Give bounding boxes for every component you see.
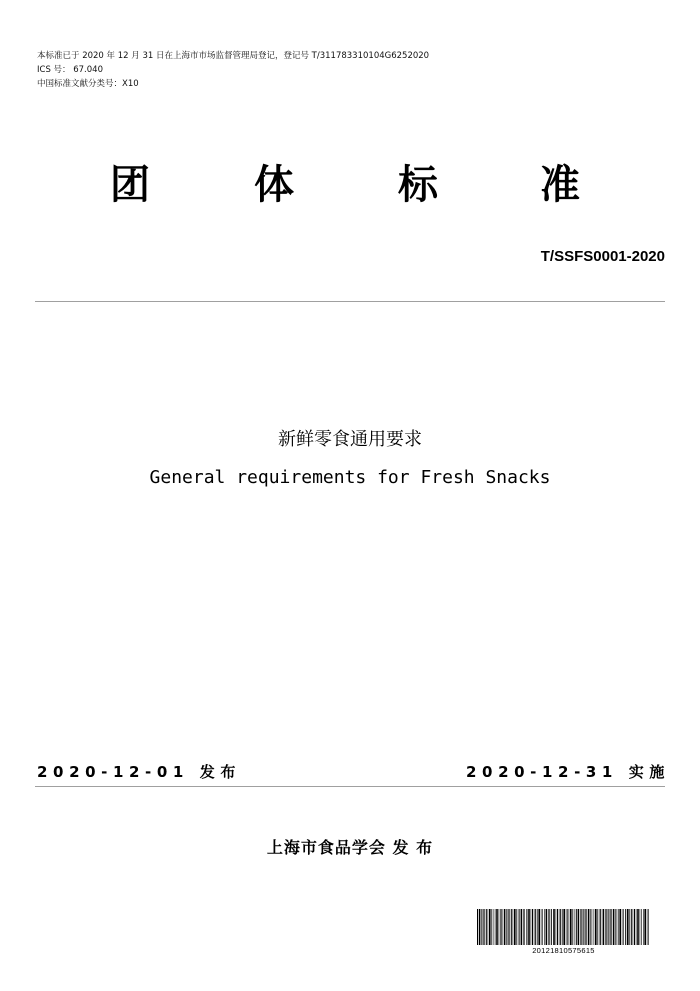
title-chinese: 新鲜零食通用要求	[278, 429, 422, 450]
barcode-bar	[549, 909, 550, 945]
barcode-bar	[531, 909, 532, 945]
barcode-bar	[559, 909, 560, 945]
header-divider	[35, 301, 665, 302]
barcode-bar	[556, 909, 557, 945]
barcode-bar	[489, 909, 491, 945]
barcode-bar	[508, 909, 509, 945]
barcode-bar	[636, 909, 637, 945]
barcode-bar	[627, 909, 629, 945]
barcode-bar	[514, 909, 516, 945]
barcode-bar	[504, 909, 506, 945]
barcode-bar	[524, 909, 525, 945]
barcode-bar	[542, 909, 543, 945]
barcode-bar	[538, 909, 540, 945]
barcode-bar	[569, 909, 570, 945]
publisher: 上海市食品学会 发 布	[266, 838, 434, 857]
barcode-bar	[479, 909, 481, 945]
barcode-bar	[592, 909, 593, 945]
barcode-bar	[605, 909, 606, 945]
barcode-bar	[546, 909, 548, 945]
barcode-bar	[647, 909, 648, 945]
barcode-bar	[484, 909, 485, 945]
barcode-bar	[566, 909, 567, 945]
barcode-bar	[572, 909, 573, 945]
barcode-bar	[606, 909, 607, 945]
barcode-bar	[594, 909, 595, 945]
barcode-bar	[562, 909, 563, 945]
barcode-bar	[534, 909, 535, 945]
barcode-number: 20121810575615	[532, 946, 595, 955]
title-char-3: 标	[398, 162, 438, 208]
barcode-bar	[641, 909, 642, 945]
barcode-bar	[600, 909, 601, 945]
barcode-bar	[617, 909, 618, 945]
barcode-bar	[608, 909, 609, 945]
barcode-bar	[509, 909, 510, 945]
barcode-bar	[623, 909, 624, 945]
barcode-bar	[535, 909, 536, 945]
footer-divider	[35, 786, 665, 787]
barcode-bar	[576, 909, 577, 945]
barcode-bar	[603, 909, 605, 945]
barcode-bar	[599, 909, 600, 945]
barcode-bar	[506, 909, 507, 945]
barcode-bar	[513, 909, 514, 945]
barcode-bar	[521, 909, 523, 945]
barcode-bar	[631, 909, 632, 945]
barcode-bar	[541, 909, 542, 945]
barcode-bar	[595, 909, 597, 945]
barcode-bar	[615, 909, 616, 945]
barcode-bar	[560, 909, 561, 945]
barcode-bar	[491, 909, 492, 945]
barcode-bar	[613, 909, 615, 945]
standard-number: T/SSFS0001-2020	[540, 248, 665, 265]
barcode-bar	[574, 909, 575, 945]
barcode-bar	[590, 909, 591, 945]
barcode-bar	[477, 909, 478, 945]
barcode-bar	[526, 909, 527, 945]
barcode-bar	[586, 909, 587, 945]
barcode-bar	[500, 909, 501, 945]
title-char-1: 团	[110, 162, 150, 208]
barcode-bar	[553, 909, 555, 945]
barcode-bar	[493, 909, 494, 945]
barcode-bar	[648, 909, 649, 945]
barcode-bar	[581, 909, 582, 945]
barcode-bar	[537, 909, 538, 945]
barcode-bar	[622, 909, 623, 945]
barcode-bar	[588, 909, 590, 945]
barcode-bar	[578, 909, 580, 945]
barcode-bar	[637, 909, 639, 945]
barcode	[476, 909, 651, 957]
ics-number: ICS 号： 67.040	[37, 65, 103, 75]
issue-date: 2020-12-01 发布	[37, 763, 241, 781]
implement-date: 2020-12-31 实施	[466, 763, 670, 781]
barcode-bar	[625, 909, 626, 945]
barcode-bar	[548, 909, 549, 945]
barcode-bar	[519, 909, 520, 945]
barcode-bar	[633, 909, 634, 945]
barcode-bar	[495, 909, 496, 945]
barcode-bar	[619, 909, 621, 945]
barcode-bar	[528, 909, 530, 945]
barcode-bar	[488, 909, 489, 945]
registration-notice: 本标准已于 2020 年 12 月 31 日在上海市市场监督管理局登记，登记号 T/311783310104G6252020	[37, 51, 430, 61]
barcode-bar	[634, 909, 635, 945]
barcode-bar	[597, 909, 598, 945]
title-char-2: 体	[254, 162, 294, 208]
barcode-bar	[483, 909, 484, 945]
classification-number: 中国标准文献分类号：X10	[37, 79, 139, 89]
barcode-bar	[499, 909, 500, 945]
barcode-bars-icon	[476, 909, 651, 945]
barcode-bar	[496, 909, 498, 945]
barcode-bar	[501, 909, 502, 945]
barcode-bar	[583, 909, 584, 945]
barcode-bar	[567, 909, 568, 945]
barcode-bar	[551, 909, 552, 945]
barcode-bar	[523, 909, 524, 945]
barcode-bar	[643, 909, 644, 945]
barcode-bar	[511, 909, 512, 945]
barcode-bar	[644, 909, 646, 945]
barcode-bar	[563, 909, 565, 945]
title-english: General requirements for Fresh Snacks	[149, 467, 551, 488]
title-char-4: 准	[540, 162, 580, 208]
barcode-bar	[544, 909, 545, 945]
barcode-bar	[532, 909, 533, 945]
barcode-bar	[629, 909, 630, 945]
barcode-bar	[610, 909, 611, 945]
barcode-bar	[516, 909, 517, 945]
barcode-bar	[518, 909, 519, 945]
barcode-bar	[611, 909, 612, 945]
barcode-bar	[570, 909, 572, 945]
barcode-bar	[557, 909, 558, 945]
barcode-bar	[486, 909, 487, 945]
barcode-bar	[585, 909, 586, 945]
barcode-bar	[618, 909, 619, 945]
barcode-bar	[580, 909, 581, 945]
barcode-bar	[640, 909, 641, 945]
barcode-bar	[481, 909, 482, 945]
